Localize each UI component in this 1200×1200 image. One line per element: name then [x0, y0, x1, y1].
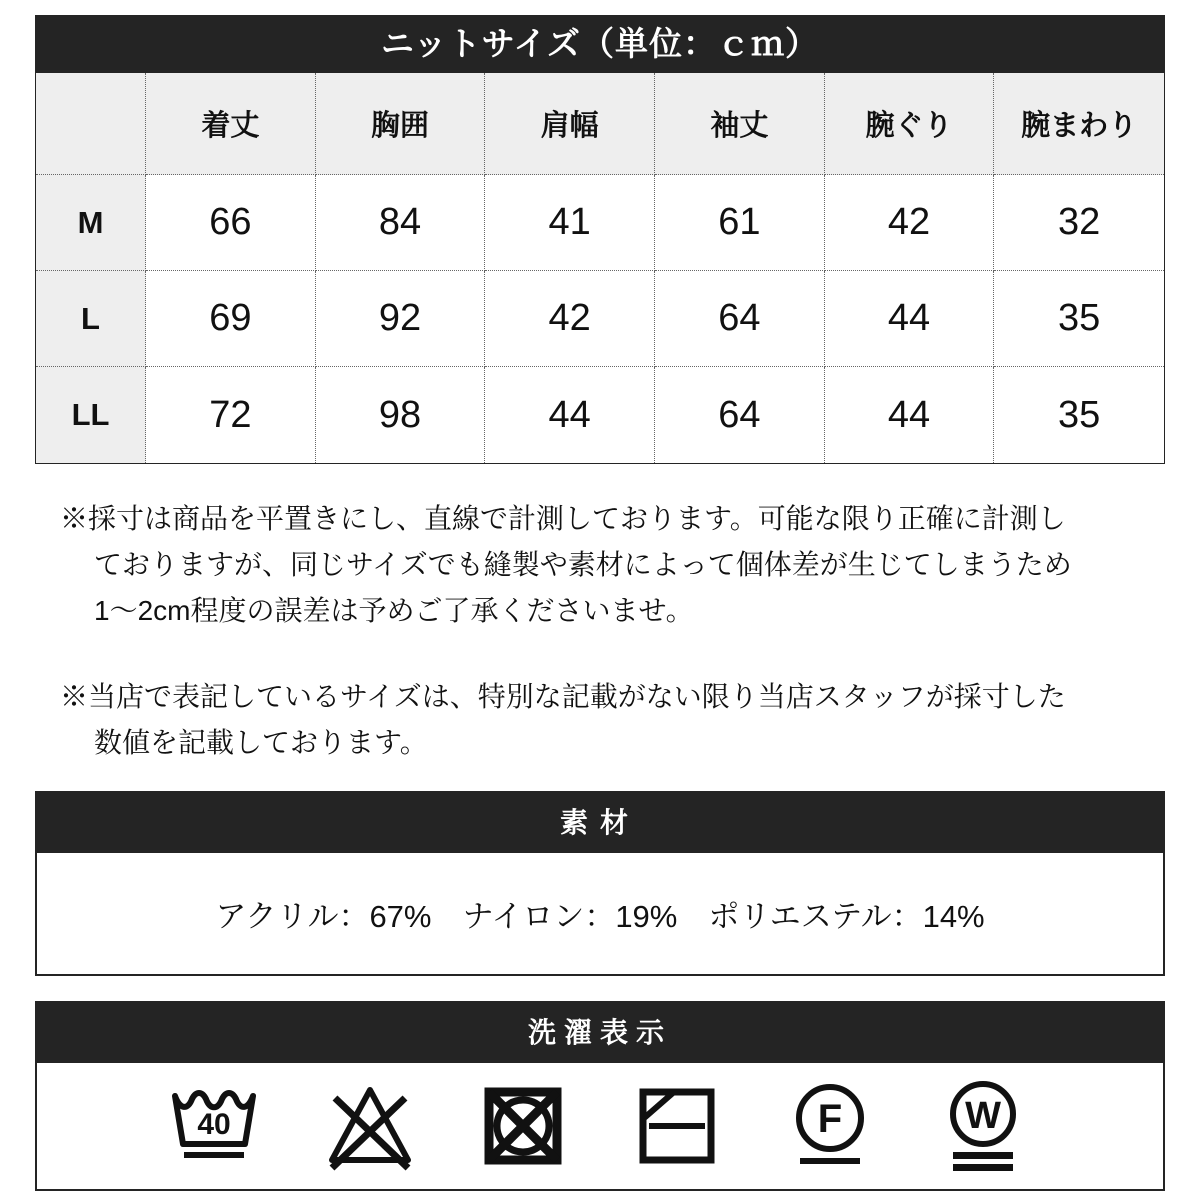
size-chart-table [35, 73, 1165, 464]
table-cell: 42 [485, 271, 655, 367]
table-cell: 66 [146, 175, 316, 271]
table-cell: 92 [316, 271, 486, 367]
wash-40-icon [167, 1076, 267, 1176]
table-cell: 61 [655, 175, 825, 271]
table-cell: 42 [825, 175, 995, 271]
column-header-udeguri: 腕ぐり [825, 73, 995, 175]
table-corner-cell [36, 73, 146, 175]
material-section [35, 791, 1165, 976]
note-line: 1〜2cm程度の誤差は予めご了承くださいませ。 [94, 595, 694, 626]
table-cell: 84 [316, 175, 486, 271]
row-label-m: M [36, 175, 146, 271]
table-cell: 64 [655, 271, 825, 367]
notes [60, 496, 1165, 766]
dry-clean-letter: F [817, 1097, 842, 1141]
wash-temp-label: 40 [197, 1108, 231, 1141]
wet-clean-letter: W [965, 1095, 1001, 1137]
column-header-katahaba: 肩幅 [485, 73, 655, 175]
column-header-kyoui: 胸囲 [316, 73, 486, 175]
table-cell: 44 [485, 367, 655, 463]
note-staff-measured [60, 674, 1165, 766]
laundry-section [35, 1001, 1165, 1191]
dry-clean-petroleum-icon [780, 1076, 880, 1176]
table-cell: 98 [316, 367, 486, 463]
do-not-tumble-dry-icon [473, 1076, 573, 1176]
table-cell: 64 [655, 367, 825, 463]
column-header-sodetake: 袖丈 [655, 73, 825, 175]
size-chart-title: ニットサイズ（単位：ｃｍ） [35, 15, 1165, 73]
table-cell: 35 [994, 271, 1164, 367]
table-cell: 72 [146, 367, 316, 463]
wet-clean-icon [933, 1076, 1033, 1176]
laundry-symbols-row [37, 1063, 1163, 1189]
table-cell: 32 [994, 175, 1164, 271]
size-chart-section [35, 15, 1165, 464]
row-label-l: L [36, 271, 146, 367]
do-not-bleach-icon [320, 1076, 420, 1176]
material-composition: アクリル：67% ナイロン：19% ポリエステル：14% [37, 853, 1163, 974]
column-header-chakutake: 着丈 [146, 73, 316, 175]
note-line: ※当店で表記しているサイズは、特別な記載がない限り当店スタッフが採寸した [60, 681, 1066, 712]
table-cell: 41 [485, 175, 655, 271]
table-cell: 35 [994, 367, 1164, 463]
column-header-udemawari: 腕まわり [994, 73, 1164, 175]
laundry-title: 洗濯表示 [37, 1003, 1163, 1063]
material-title: 素材 [37, 793, 1163, 853]
note-measurement [60, 496, 1165, 634]
note-line: ておりますが、同じサイズでも縫製や素材によって個体差が生じてしまうため [94, 549, 1072, 580]
note-line: 数値を記載しております。 [94, 727, 428, 758]
table-cell: 44 [825, 367, 995, 463]
flat-dry-in-shade-icon [627, 1076, 727, 1176]
table-cell: 69 [146, 271, 316, 367]
table-cell: 44 [825, 271, 995, 367]
note-line: ※採寸は商品を平置きにし、直線で計測しております。可能な限り正確に計測し [60, 503, 1066, 534]
row-label-ll: LL [36, 367, 146, 463]
